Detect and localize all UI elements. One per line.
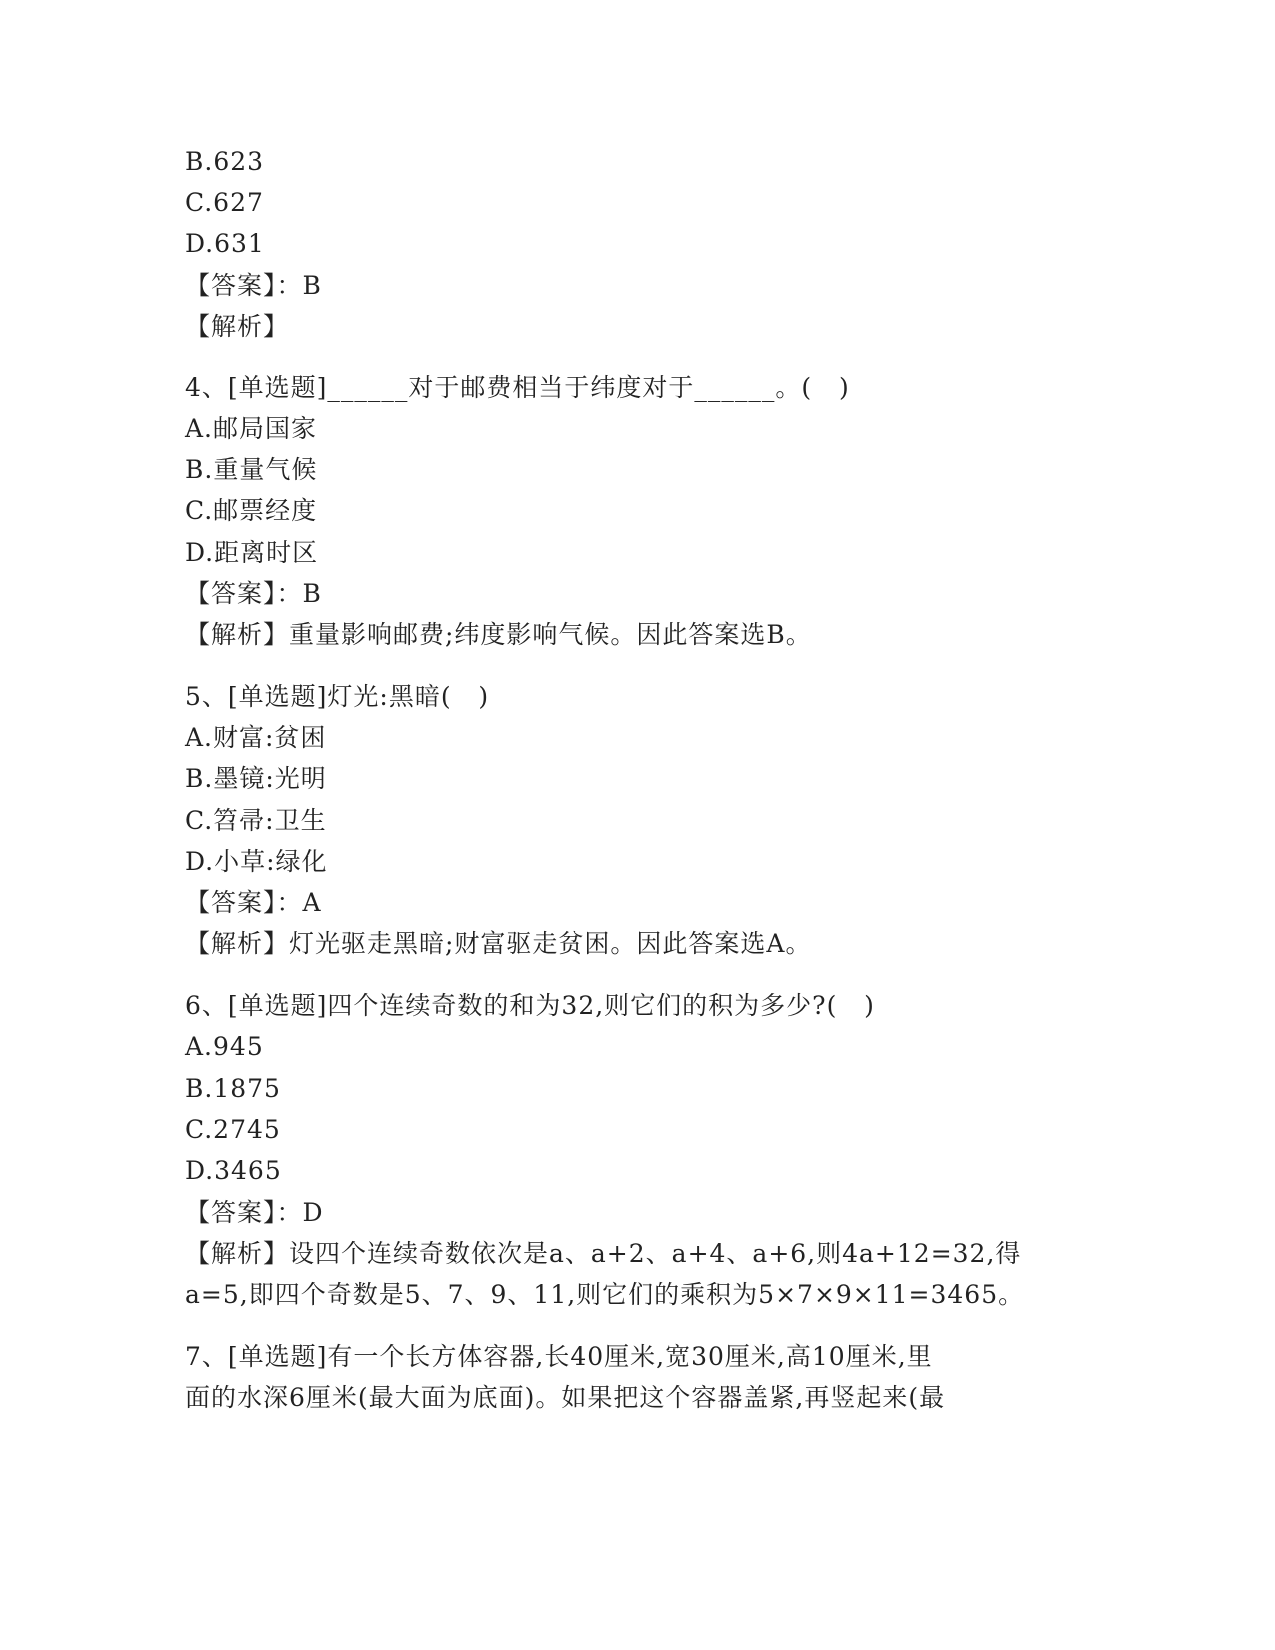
analysis-line: 【解析】设四个连续奇数依次是a、a+2、a+4、a+6,则4a+12=32,得 bbox=[185, 1239, 1022, 1268]
question-stem: 5、[单选题]灯光:黑暗( ) bbox=[185, 682, 490, 711]
question-stem: 7、[单选题]有一个长方体容器,长40厘米,宽30厘米,高10厘米,里 bbox=[185, 1342, 933, 1371]
question-stem: 4、[单选题]______对于邮费相当于纬度对于______。( ) bbox=[185, 373, 850, 402]
analysis-line: 【解析】重量影响邮费;纬度影响气候。因此答案选B。 bbox=[185, 620, 812, 649]
question-stem-continued: 面的水深6厘米(最大面为底面)。如果把这个容器盖紧,再竖起来(最 bbox=[185, 1383, 946, 1412]
option-d: D.距离时区 bbox=[185, 538, 319, 567]
option-a: A.财富:贫困 bbox=[185, 723, 327, 752]
option-c: C.笤帚:卫生 bbox=[185, 806, 327, 835]
answer-line: 【答案】：B bbox=[185, 271, 322, 300]
option-a: A.邮局国家 bbox=[185, 414, 318, 443]
option-d: D.3465 bbox=[185, 1156, 282, 1185]
option-a: A.945 bbox=[185, 1032, 264, 1061]
option-b: B.1875 bbox=[185, 1074, 281, 1103]
option-c: C.邮票经度 bbox=[185, 496, 318, 525]
answer-line: 【答案】：A bbox=[185, 888, 322, 917]
answer-line: 【答案】：B bbox=[185, 579, 322, 608]
analysis-line: 【解析】灯光驱走黑暗;财富驱走贫困。因此答案选A。 bbox=[185, 929, 812, 958]
analysis-line: 【解析】 bbox=[185, 312, 290, 341]
question-stem: 6、[单选题]四个连续奇数的和为32,则它们的积为多少?( ) bbox=[185, 991, 875, 1020]
answer-line: 【答案】：D bbox=[185, 1198, 324, 1227]
option-b: B.623 bbox=[185, 147, 265, 176]
option-b: B.重量气候 bbox=[185, 455, 318, 484]
option-c: C.627 bbox=[185, 188, 264, 217]
analysis-line: a=5,即四个奇数是5、7、9、11,则它们的乘积为5×7×9×11=3465。 bbox=[185, 1280, 1025, 1309]
option-d: D.小草:绿化 bbox=[185, 847, 328, 876]
option-b: B.墨镜:光明 bbox=[185, 764, 327, 793]
option-c: C.2745 bbox=[185, 1115, 281, 1144]
option-d: D.631 bbox=[185, 229, 265, 258]
